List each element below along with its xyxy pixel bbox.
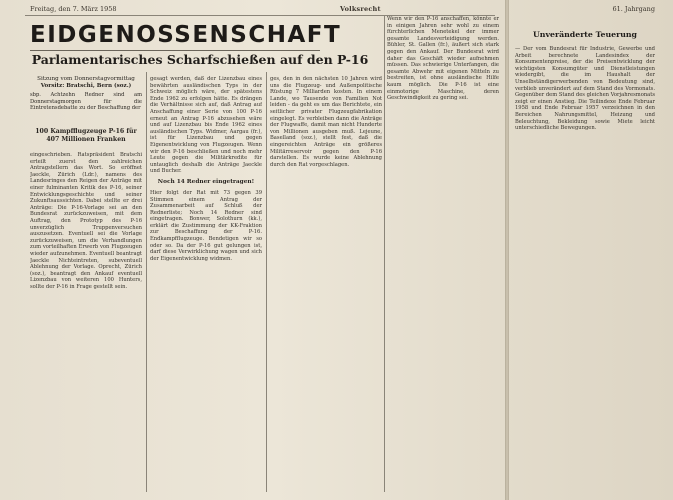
box-title: Noch 14 Redner eingetragen! — [157, 178, 255, 185]
article-subhead: 100 Kampfflugzeuge P-16 für 407 Millionen Franken — [35, 128, 137, 143]
column-2-text: gesagt werden, daß der Lizenzbau eines bewährten ausländischen Typs in der Schweiz möglich wäre, der spätestens Ende 1962 zu erfolgen hätte. Es drängen die Verhältnisse sich auf, daß Antrag auf Anschaffung einer Serie von 100 P-16 erneut an Antrag P-16 abzusehen wäre und auf Lizenzbau bis Ende 1962 eines ausländischen Typs. Widmer, Aargau (fr.), ist für Lizenzbau und gegen Eigenentwicklung von Flugzeugen. Wenn wir den P-16 beschließen und noch mehr Leute gegen die Militärkredite für untauglich deshalb die Anträge Jaeckle und Bucher. — [150, 76, 262, 175]
column-divider-2 — [266, 72, 267, 492]
session-chair: Vorsitz: Bratschi, Bern (soz.) — [40, 83, 132, 89]
header-date: Freitag, den 7. März 1958 — [30, 5, 117, 13]
column-divider-1 — [146, 72, 147, 492]
column-1 — [30, 152, 142, 492]
column-4-text: Wenn wir den P-16 anschaffen, könnte er in einigen Jahren sehr wohl zu einem fürchterlichen Menetekel der immer gesamte Landesverteidigung werden. Bühler, St. Gallen (fr.), äußert sich stark gegen den Ankauf. Der Bundesrat wird daher das Geschäft wieder aufnehmen müssen. Das schwierige Unterfangen, die gesamte Abwehr mit eigenen Mitteln zu bestreiten, ist ohne ausländische Hilfe kaum möglich. Die P-16 ist eine einmotorige Maschine, deren Geschwindigkeit zu gering sei. — [387, 16, 499, 102]
header-paper-name: Volksrecht — [340, 5, 381, 13]
page-fold — [505, 0, 509, 500]
sidebar-article-title: Unveränderte Teuerung — [533, 30, 637, 39]
column-divider-3 — [384, 16, 385, 492]
section-masthead: EIDGENOSSENSCHAFT — [30, 22, 320, 51]
page-header — [0, 0, 673, 14]
column-5-text: — Der vom Bundesrat für Industrie, Gewerbe und Arbeit berechnete Landesindex der Konsumentenpreise, der die Preisentwicklung der wichtigsten Konsumgüter und Dienstleistungen wiedergibt, die im Haushalt der Unselbständigerwerbenden von Bedeutung sind, verblieb unverändert auf dem Stand des Vormonats. Gegenüber dem Stand des gleichen Vorjahresmonats zeigt er einen Anstieg. Die Teilindexe Ende Februar 1958 und Ende Februar 1957 verzeichnen in den Bereichen Nahrungsmittel, Heizung und Beleuchtung, Bekleidung sowie Miete leicht unterschiedliche Bewegungen. — [515, 46, 655, 132]
column-5 — [515, 46, 655, 492]
lead-paragraph: sbp. Achtzehn Redner sind am Donnerstagmorgen für die Eintretensdebatte zu der Beschaffung der — [30, 92, 142, 112]
column-2 — [150, 76, 262, 492]
session-date: Sitzung vom Donnerstagvormittag — [37, 76, 135, 82]
article-headline: Parlamentarisches Scharfschießen auf den P-16 — [31, 52, 369, 67]
column-3 — [270, 76, 382, 492]
header-issue: 61. Jahrgang — [612, 5, 655, 13]
session-info — [30, 76, 142, 90]
column-4 — [387, 16, 499, 492]
column-1-text: eingeschrieben. Ratspräsident Bratschi erteilt zuerst den zahlreichen Antragstellern das Wort. So eröffnet Jaeckle, Zürich (Ldr.), namens des Landesringes den Reigen der Anträge mit einer fulminanten Kritik des P-16, seiner Entwicklungsgeschichte und seiner Zukunftsaussichten. Dabei stellte er drei Anträge: Die P-16-Vorlage sei an den Bundesrat zurückzuweisen, mit dem Auftrag, den Prototyp des P-16 unverzüglich Truppenversuchen auszusetzen. Eventuell sei die Vorlage zurückzuweisen, um die Verhandlungen zum vorteilhaften Erwerb von Flugzeugen wieder aufzunehmen. Eventuell beantragt Jaeckle Nichteintreten, subeventuell Ablehnung der Vorlage. Oprecht, Zürich (soz.), beantragt den Ankauf eventuell Lizenzbau von weiteren 100 Hunters, sollte der P-16 in Frage gestellt sein. — [30, 152, 142, 290]
article-lead — [30, 92, 142, 112]
column-2b-text: Hier folgt der Rat mit 73 gegen 39 Stimmen einem Antrag der Zusammenarbeit auf Schluß der Rednerliste; Noch 14 Redner sind eingetragen. Bonwer, Solothurn (kk.), erklärt die Zustimmung der KK-Fraktion zur Beschaffung der P-16. Endkampfflugzeuge. Bendetigen wir so oder so. Da der P-16 gut gelungen ist, darf diese Verwirklichung wagen und sich der Eigenentwicklung widmen. — [150, 189, 262, 262]
column-3-text: ges, den in den nächsten 10 Jahren wird uns die Flugzeug- und Außenpolitische Rüstung 7 Milliarden kosten. In einem Lande, wo Tausende von Familien Not leiden - da geht es um das Berichtete, ein seitlicher privater Flugzeugfabrikation eingelegt. Es verbleiben dann die Anträge der Flugwaffe, damit man nicht Hunderte von Millionen ausgeben muß. Lejeune, Baselland (soz.), stellt fest, daß die eingereichten Anträge ein größeres Militärreservoir gegen den P-16 darstellen. Es wurde keine Ablehnung durch den Rat vorgeschlagen. — [270, 76, 382, 168]
